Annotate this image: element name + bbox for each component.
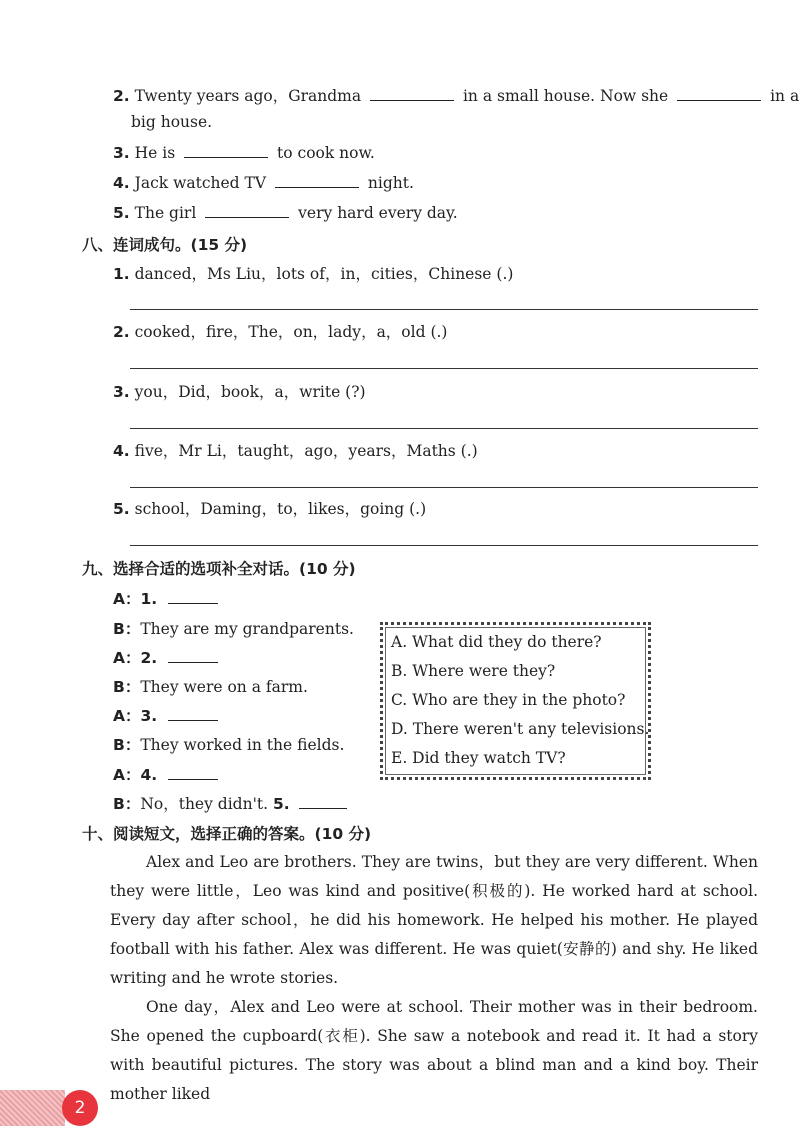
- dialog-line-a4: A：4.: [113, 763, 218, 785]
- answer-line[interactable]: [130, 309, 758, 310]
- answer-blank[interactable]: [370, 86, 454, 101]
- options-box: [380, 622, 651, 780]
- answer-blank[interactable]: [205, 203, 289, 218]
- paragraph: One day，Alex and Leo were at school. Their mother was in their bedroom. She opened the cupboard(衣柜). She saw a notebook and read it. It had a story with beautiful pictures. The story was about a blind man and a kind boy. Their mother liked: [110, 998, 758, 1103]
- dialog-line-a1: A：1.: [113, 587, 218, 609]
- answer-blank[interactable]: [184, 143, 268, 158]
- answer-blank[interactable]: [168, 648, 218, 663]
- fill-item-4: 4. Jack watched TV night.: [113, 174, 414, 192]
- answer-blank[interactable]: [168, 765, 218, 780]
- section-10-title: 十、阅读短文，选择正确的答案。(10 分): [82, 825, 372, 843]
- section-9-title: 九、选择合适的选项补全对话。(10 分): [82, 560, 356, 578]
- answer-blank[interactable]: [275, 173, 359, 188]
- dialog-line-b4: B：No，they didn't. 5.: [113, 792, 347, 814]
- page-tab-decoration: [0, 1090, 65, 1126]
- answer-blank[interactable]: [168, 706, 218, 721]
- dialog-line-a3: A：3.: [113, 704, 218, 726]
- option-a: A. What did they do there?: [391, 633, 602, 651]
- answer-blank[interactable]: [677, 86, 761, 101]
- sentence-item-2: 2. cooked，fire，The，on，lady，a，old (.): [113, 323, 448, 341]
- paragraph: Alex and Leo are brothers. They are twins，but they are very different. When they were little，Leo was kind and positive(积极的). He worked hard at school. Every day after school，he did his homework. He helped his mother. He played football with his father. Alex was different. He was quiet(安静的) and shy. He liked writing and he wrote stories.: [110, 853, 758, 987]
- dialog-line-b1: B：They are my grandparents.: [113, 620, 354, 638]
- page-number: 2: [62, 1090, 98, 1126]
- fill-item-5: 5. The girl very hard every day.: [113, 204, 458, 222]
- fill-item-2-cont: big house.: [131, 113, 213, 131]
- sentence-item-5: 5. school，Daming，to，likes，going (.): [113, 500, 427, 518]
- option-c: C. Who are they in the photo?: [391, 691, 626, 709]
- answer-line[interactable]: [130, 487, 758, 488]
- option-e: E. Did they watch TV?: [391, 749, 566, 767]
- sentence-item-1: 1. danced，Ms Liu，lots of，in，cities，Chinese (.): [113, 265, 514, 283]
- answer-blank[interactable]: [299, 794, 347, 809]
- answer-line[interactable]: [130, 545, 758, 546]
- sentence-item-4: 4. five，Mr Li，taught，ago，years，Maths (.): [113, 442, 478, 460]
- answer-blank[interactable]: [168, 589, 218, 604]
- reading-passage: [110, 848, 758, 1109]
- answer-line[interactable]: [130, 368, 758, 369]
- option-d: D. There weren't any televisions.: [391, 720, 650, 738]
- dialog-line-a2: A：2.: [113, 646, 218, 668]
- fill-item-2: 2. Twenty years ago，Grandma in a small house. Now she in a: [113, 87, 800, 105]
- answer-line[interactable]: [130, 428, 758, 429]
- dialog-line-b2: B：They were on a farm.: [113, 678, 308, 696]
- sentence-item-3: 3. you，Did，book，a，write (?): [113, 383, 366, 401]
- dialog-line-b3: B：They worked in the fields.: [113, 736, 345, 754]
- section-8-title: 八、连词成句。(15 分): [82, 236, 248, 254]
- option-b: B. Where were they?: [391, 662, 556, 680]
- fill-item-3: 3. He is to cook now.: [113, 144, 375, 162]
